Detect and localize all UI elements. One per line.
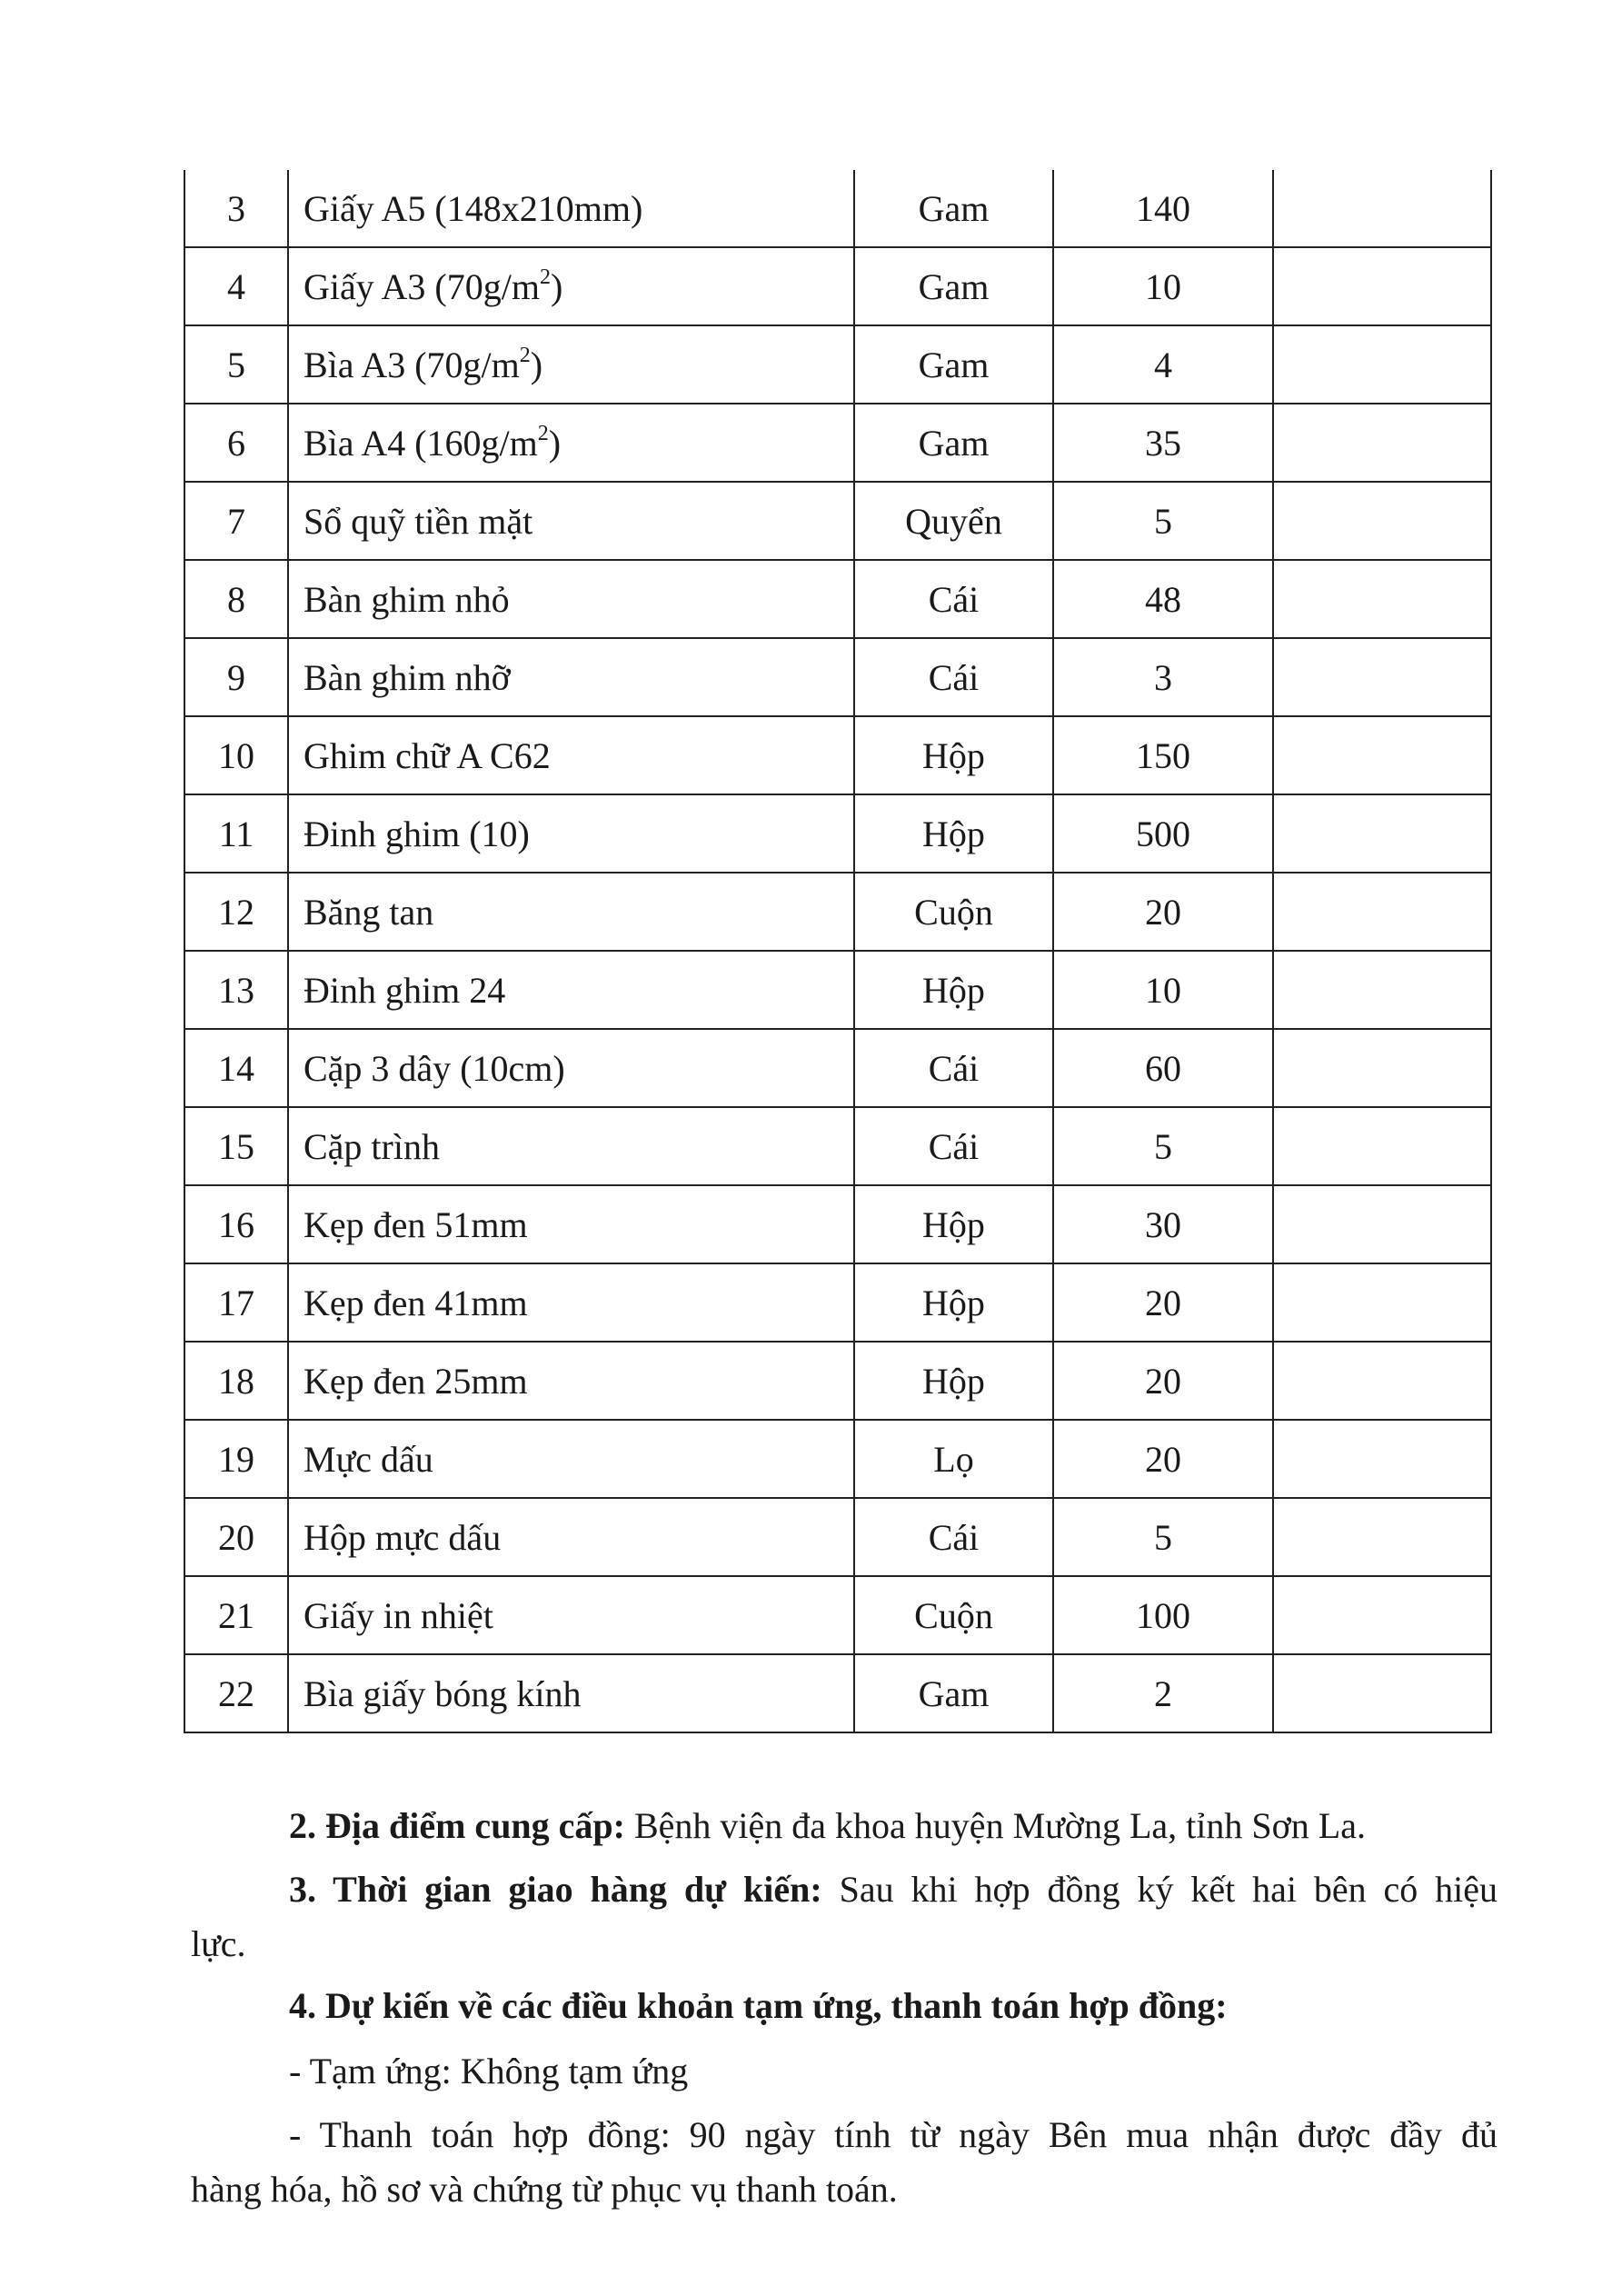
note-cell <box>1273 325 1491 404</box>
item-name-cell <box>288 716 854 794</box>
item-name-cell <box>288 404 854 482</box>
table-row <box>184 247 1491 325</box>
quantity-cell: 20 <box>1053 873 1273 951</box>
item-name-cell <box>288 1029 854 1107</box>
table-row <box>184 794 1491 873</box>
note-cell <box>1273 1342 1491 1420</box>
quantity-cell: 20 <box>1053 1263 1273 1342</box>
item-name: Đinh ghim 24 <box>304 969 506 1011</box>
note-cell <box>1273 1420 1491 1498</box>
item-name-suffix: ) <box>550 265 563 307</box>
item-name-cell <box>288 1107 854 1185</box>
table-row <box>184 1107 1491 1185</box>
unit-cell: Hộp <box>854 1263 1053 1342</box>
note-cell <box>1273 1654 1491 1732</box>
row-number-cell: 13 <box>184 951 288 1029</box>
unit-cell: Quyển <box>854 482 1053 560</box>
item-name-cell <box>288 794 854 873</box>
row-number-cell: 10 <box>184 716 288 794</box>
quantity-cell: 48 <box>1053 560 1273 638</box>
quantity-cell: 30 <box>1053 1185 1273 1263</box>
item-name-cell <box>288 1263 854 1342</box>
note-cell <box>1273 1107 1491 1185</box>
table-row <box>184 716 1491 794</box>
quantity-cell: 150 <box>1053 716 1273 794</box>
payment-terms-heading-text: 4. Dự kiến về các điều khoản tạm ứng, thanh toán hợp đồng: <box>289 1985 1228 2026</box>
item-name: Đinh ghim (10) <box>304 813 530 854</box>
payment-terms-heading <box>289 1982 1228 2031</box>
table-row <box>184 1498 1491 1576</box>
note-cell <box>1273 716 1491 794</box>
item-name-cell <box>288 1576 854 1654</box>
item-name-superscript: 2 <box>519 344 531 368</box>
delivery-location-paragraph <box>289 1802 1498 1851</box>
note-cell <box>1273 482 1491 560</box>
row-number-cell: 21 <box>184 1576 288 1654</box>
table-row <box>184 1263 1491 1342</box>
delivery-location-text: Bệnh viện đa khoa huyện Mường La, tỉnh Sơn La. <box>625 1805 1366 1846</box>
unit-cell: Cuộn <box>854 873 1053 951</box>
item-name: Cặp trình <box>304 1125 440 1167</box>
unit-cell: Lọ <box>854 1420 1053 1498</box>
note-cell <box>1273 247 1491 325</box>
row-number-cell: 20 <box>184 1498 288 1576</box>
item-name: Giấy A5 (148x210mm) <box>304 187 643 229</box>
delivery-time-text: Sau khi hợp đồng ký kết hai bên có hiệu <box>821 1869 1498 1910</box>
item-name: Hộp mực dấu <box>304 1516 502 1558</box>
item-name-superscript: 2 <box>539 265 551 290</box>
row-number-cell: 14 <box>184 1029 288 1107</box>
delivery-time-label: 3. Thời gian giao hàng dự kiến: <box>289 1869 822 1910</box>
item-name: Bàn ghim nhỡ <box>304 656 511 698</box>
item-name: Kẹp đen 25mm <box>304 1360 528 1402</box>
item-name: Băng tan <box>304 891 434 933</box>
table-row <box>184 1185 1491 1263</box>
payment-line: - Thanh toán hợp đồng: 90 ngày tính từ ngày Bên mua nhận được đầy đủ <box>289 2114 1498 2155</box>
item-name-cell <box>288 325 854 404</box>
item-name: Cặp 3 dây (10cm) <box>304 1047 565 1089</box>
note-cell <box>1273 1263 1491 1342</box>
row-number-cell: 12 <box>184 873 288 951</box>
delivery-time-continuation: lực. <box>191 1923 246 1964</box>
row-number-cell: 19 <box>184 1420 288 1498</box>
item-name-cell <box>288 873 854 951</box>
row-number-cell: 17 <box>184 1263 288 1342</box>
table-body <box>184 170 1491 1732</box>
note-cell <box>1273 873 1491 951</box>
item-name: Bìa A3 (70g/m <box>304 344 520 385</box>
note-cell <box>1273 951 1491 1029</box>
note-cell <box>1273 638 1491 716</box>
table-row <box>184 170 1491 247</box>
quantity-cell: 2 <box>1053 1654 1273 1732</box>
item-name: Bàn ghim nhỏ <box>304 578 510 620</box>
row-number-cell: 5 <box>184 325 288 404</box>
item-name-suffix: ) <box>548 422 562 464</box>
item-name-suffix: ) <box>530 344 543 385</box>
row-number-cell: 8 <box>184 560 288 638</box>
quantity-cell: 140 <box>1053 170 1273 247</box>
row-number-cell: 3 <box>184 170 288 247</box>
table-row <box>184 1420 1491 1498</box>
table-row <box>184 1029 1491 1107</box>
delivery-location-label: 2. Địa điểm cung cấp: <box>289 1805 625 1846</box>
note-cell <box>1273 404 1491 482</box>
quantity-cell: 4 <box>1053 325 1273 404</box>
note-cell <box>1273 560 1491 638</box>
table-row <box>184 560 1491 638</box>
row-number-cell: 6 <box>184 404 288 482</box>
quantity-cell: 20 <box>1053 1420 1273 1498</box>
item-name-cell <box>288 1342 854 1420</box>
item-name-cell <box>288 951 854 1029</box>
item-name-cell <box>288 1654 854 1732</box>
item-name-superscript: 2 <box>537 422 549 446</box>
payment-line-continuation: hàng hóa, hồ sơ và chứng từ phục vụ thanh toán. <box>191 2169 898 2210</box>
item-name: Bìa giấy bóng kính <box>304 1672 582 1714</box>
item-name: Ghim chữ A C62 <box>304 734 551 776</box>
item-name: Bìa A4 (160g/m <box>304 422 538 464</box>
table-row <box>184 951 1491 1029</box>
unit-cell: Gam <box>854 1654 1053 1732</box>
unit-cell: Cái <box>854 638 1053 716</box>
unit-cell: Cái <box>854 560 1053 638</box>
row-number-cell: 16 <box>184 1185 288 1263</box>
item-name: Kẹp đen 51mm <box>304 1203 528 1245</box>
quantity-cell: 5 <box>1053 482 1273 560</box>
table-row <box>184 325 1491 404</box>
item-name: Mực dấu <box>304 1438 433 1480</box>
row-number-cell: 4 <box>184 247 288 325</box>
note-cell <box>1273 170 1491 247</box>
supply-items-table <box>184 170 1492 1733</box>
unit-cell: Hộp <box>854 1342 1053 1420</box>
item-name: Giấy in nhiệt <box>304 1594 493 1636</box>
quantity-cell: 20 <box>1053 1342 1273 1420</box>
unit-cell: Hộp <box>854 951 1053 1029</box>
table-row <box>184 482 1491 560</box>
unit-cell: Gam <box>854 170 1053 247</box>
item-name-cell <box>288 638 854 716</box>
quantity-cell: 3 <box>1053 638 1273 716</box>
item-name-cell <box>288 247 854 325</box>
unit-cell: Gam <box>854 247 1053 325</box>
item-name-cell <box>288 1498 854 1576</box>
table-row <box>184 404 1491 482</box>
note-cell <box>1273 1185 1491 1263</box>
unit-cell: Cái <box>854 1107 1053 1185</box>
row-number-cell: 7 <box>184 482 288 560</box>
item-name: Kẹp đen 41mm <box>304 1282 528 1323</box>
item-name: Giấy A3 (70g/m <box>304 265 540 307</box>
quantity-cell: 100 <box>1053 1576 1273 1654</box>
unit-cell: Cái <box>854 1029 1053 1107</box>
item-name-cell <box>288 560 854 638</box>
unit-cell: Hộp <box>854 1185 1053 1263</box>
advance-payment-line: - Tạm ứng: Không tạm ứng <box>289 2051 689 2091</box>
unit-cell: Gam <box>854 404 1053 482</box>
table-row <box>184 873 1491 951</box>
item-name-cell <box>288 1420 854 1498</box>
quantity-cell: 35 <box>1053 404 1273 482</box>
note-cell <box>1273 1029 1491 1107</box>
note-cell <box>1273 1498 1491 1576</box>
unit-cell: Cái <box>854 1498 1053 1576</box>
quantity-cell: 10 <box>1053 247 1273 325</box>
row-number-cell: 11 <box>184 794 288 873</box>
unit-cell: Cuộn <box>854 1576 1053 1654</box>
item-name-cell <box>288 482 854 560</box>
table-row <box>184 638 1491 716</box>
quantity-cell: 500 <box>1053 794 1273 873</box>
table-row <box>184 1654 1491 1732</box>
unit-cell: Gam <box>854 325 1053 404</box>
row-number-cell: 15 <box>184 1107 288 1185</box>
item-name: Sổ quỹ tiền mặt <box>304 500 533 542</box>
quantity-cell: 5 <box>1053 1498 1273 1576</box>
table-row <box>184 1576 1491 1654</box>
quantity-cell: 10 <box>1053 951 1273 1029</box>
row-number-cell: 18 <box>184 1342 288 1420</box>
unit-cell: Hộp <box>854 794 1053 873</box>
item-name-cell <box>288 1185 854 1263</box>
delivery-time-paragraph <box>289 1865 1498 1914</box>
row-number-cell: 22 <box>184 1654 288 1732</box>
note-cell <box>1273 1576 1491 1654</box>
note-cell <box>1273 794 1491 873</box>
unit-cell: Hộp <box>854 716 1053 794</box>
quantity-cell: 5 <box>1053 1107 1273 1185</box>
item-name-cell <box>288 170 854 247</box>
row-number-cell: 9 <box>184 638 288 716</box>
table-row <box>184 1342 1491 1420</box>
quantity-cell: 60 <box>1053 1029 1273 1107</box>
